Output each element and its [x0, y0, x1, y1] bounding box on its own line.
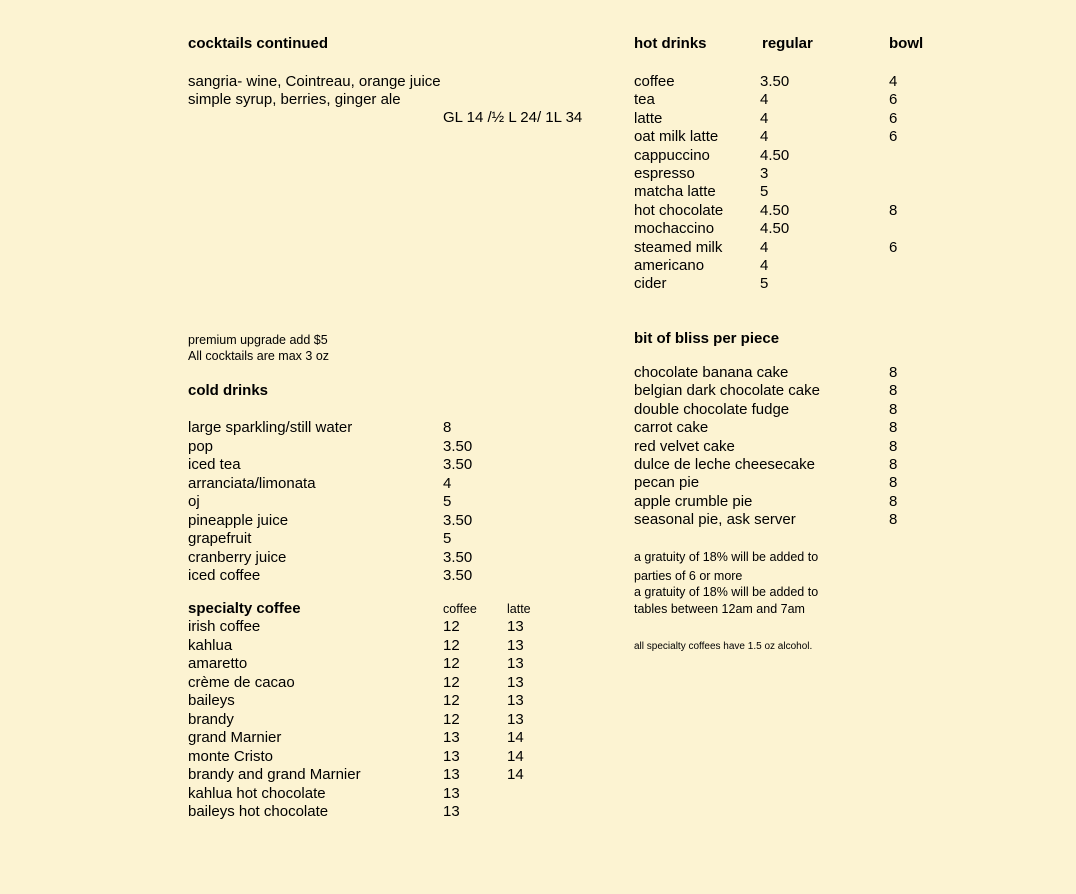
item-name: cappuccino: [634, 146, 710, 164]
item-name: americano: [634, 257, 705, 274]
item-price: 8: [889, 364, 898, 381]
item-name: oj: [188, 493, 200, 510]
gratuity-note-2-line2: tables between 12am and 7am: [634, 602, 805, 616]
item-bowl-price: 6: [889, 128, 898, 146]
sangria-description-line2: simple syrup, berries, ginger ale: [188, 91, 401, 108]
item-price: 3.50: [443, 456, 473, 473]
item-regular-price: 4: [760, 109, 769, 127]
item-bowl-price: 6: [889, 91, 898, 109]
item-price: 5: [443, 493, 452, 510]
item-latte-price: 13: [507, 673, 524, 691]
item-name: red velvet cake: [634, 437, 735, 455]
hot-drinks-heading: hot drinks: [634, 35, 707, 52]
item-name: large sparkling/still water: [188, 419, 353, 436]
item-name: carrot cake: [634, 419, 709, 437]
item-regular-price: 5: [760, 183, 769, 201]
item-regular-price: 4.50: [760, 201, 790, 219]
item-latte-price: 13: [507, 692, 524, 709]
item-name: brandy: [188, 710, 234, 728]
item-bowl-price: 8: [889, 201, 898, 219]
item-name: seasonal pie, ask server: [634, 511, 796, 529]
item-name: pop: [188, 437, 214, 455]
item-latte-price: 13: [507, 618, 524, 635]
item-coffee-price: 12: [443, 710, 460, 728]
item-name: apple crumble pie: [634, 492, 753, 510]
item-name: baileys hot chocolate: [188, 803, 329, 820]
item-name: iced coffee: [188, 567, 261, 584]
item-latte-price: 14: [507, 747, 524, 765]
item-name: pecan pie: [634, 474, 700, 492]
item-name: hot chocolate: [634, 201, 724, 219]
item-regular-price: 3: [760, 165, 769, 182]
item-coffee-price: 12: [443, 673, 460, 691]
item-name: pineapple juice: [188, 511, 289, 529]
item-price: 3.50: [443, 567, 473, 584]
item-coffee-price: 12: [443, 655, 460, 672]
item-price: 3.50: [443, 437, 473, 455]
cocktail-max-note: All cocktails are max 3 oz: [188, 349, 330, 363]
hot-drinks-col-regular: regular: [762, 35, 813, 52]
item-name: dulce de leche cheesecake: [634, 456, 815, 473]
item-name: matcha latte: [634, 183, 716, 201]
specialty-col-latte: latte: [507, 602, 531, 616]
item-coffee-price: 13: [443, 729, 460, 746]
hot-drinks-col-bowl: bowl: [889, 35, 924, 52]
item-coffee-price: 12: [443, 636, 460, 654]
item-regular-price: 4.50: [760, 146, 790, 164]
item-name: coffee: [634, 73, 675, 90]
item-price: 8: [889, 400, 898, 418]
item-price: 8: [443, 419, 452, 436]
item-name: cider: [634, 275, 667, 293]
item-price: 8: [889, 419, 898, 437]
item-name: tea: [634, 91, 655, 109]
item-regular-price: 5: [760, 275, 769, 293]
item-price: 8: [889, 511, 898, 529]
item-price: 8: [889, 492, 898, 510]
item-name: belgian dark chocolate cake: [634, 382, 820, 400]
item-bowl-price: 6: [889, 109, 898, 127]
sangria-price: GL 14 /½ L 24/ 1L 34: [443, 109, 583, 126]
item-name: mochaccino: [634, 220, 715, 238]
item-name: amaretto: [188, 655, 248, 672]
sangria-description-line1: sangria- wine, Cointreau, orange juice: [188, 73, 441, 90]
item-coffee-price: 12: [443, 692, 460, 709]
item-latte-price: 13: [507, 636, 524, 654]
item-regular-price: 3.50: [760, 73, 790, 90]
cold-drinks-heading: cold drinks: [188, 382, 269, 399]
cocktails-heading: cocktails continued: [188, 35, 329, 52]
item-latte-price: 14: [507, 729, 524, 746]
premium-upgrade-note: premium upgrade add $5: [188, 333, 328, 347]
item-coffee-price: 13: [443, 747, 460, 765]
item-latte-price: 14: [507, 766, 524, 783]
item-name: arranciata/limonata: [188, 474, 316, 492]
item-name: latte: [634, 109, 663, 127]
item-price: 8: [889, 456, 898, 473]
item-regular-price: 4.50: [760, 220, 790, 238]
item-price: 3.50: [443, 511, 473, 529]
item-name: oat milk latte: [634, 128, 719, 146]
alcohol-note: all specialty coffees have 1.5 oz alcohol.: [634, 641, 813, 652]
item-regular-price: 4: [760, 257, 769, 274]
item-name: kahlua: [188, 636, 233, 654]
gratuity-note-1-line1: a gratuity of 18% will be added to: [634, 550, 819, 564]
item-price: 4: [443, 474, 452, 492]
item-price: 8: [889, 382, 898, 400]
item-name: grapefruit: [188, 530, 252, 547]
item-coffee-price: 12: [443, 618, 460, 635]
item-regular-price: 4: [760, 128, 769, 146]
item-name: irish coffee: [188, 618, 261, 635]
item-name: chocolate banana cake: [634, 364, 789, 381]
item-name: baileys: [188, 692, 235, 709]
item-name: iced tea: [188, 456, 241, 473]
item-price: 3.50: [443, 548, 473, 566]
item-name: brandy and grand Marnier: [188, 766, 361, 783]
item-name: grand Marnier: [188, 729, 282, 746]
item-price: 8: [889, 474, 898, 492]
item-name: double chocolate fudge: [634, 400, 790, 418]
item-coffee-price: 13: [443, 803, 460, 820]
gratuity-note-1-line2: parties of 6 or more: [634, 569, 743, 583]
specialty-col-coffee: coffee: [443, 602, 477, 616]
item-coffee-price: 13: [443, 784, 460, 802]
specialty-coffee-heading: specialty coffee: [188, 600, 301, 617]
item-name: steamed milk: [634, 238, 723, 256]
item-name: kahlua hot chocolate: [188, 784, 326, 802]
item-name: espresso: [634, 165, 695, 182]
item-bowl-price: 4: [889, 73, 898, 90]
item-name: cranberry juice: [188, 548, 287, 566]
gratuity-note-2-line1: a gratuity of 18% will be added to: [634, 585, 819, 599]
bliss-heading: bit of bliss per piece: [634, 330, 780, 347]
item-name: monte Cristo: [188, 747, 274, 765]
item-price: 8: [889, 437, 898, 455]
item-regular-price: 4: [760, 238, 769, 256]
item-coffee-price: 13: [443, 766, 460, 783]
item-name: crème de cacao: [188, 673, 295, 691]
item-bowl-price: 6: [889, 238, 898, 256]
item-latte-price: 13: [507, 655, 524, 672]
item-price: 5: [443, 530, 452, 547]
item-latte-price: 13: [507, 710, 524, 728]
item-regular-price: 4: [760, 91, 769, 109]
